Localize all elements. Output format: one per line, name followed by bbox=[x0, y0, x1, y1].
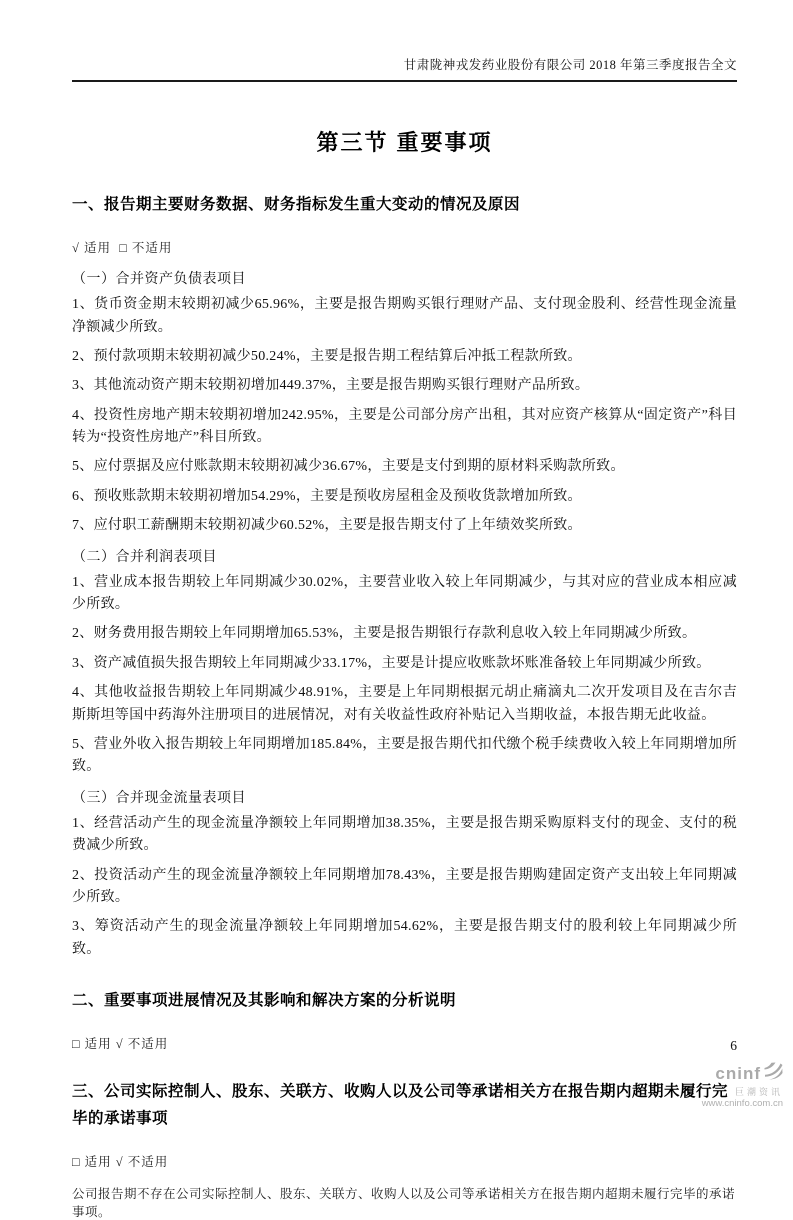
income-statement-item: 5、营业外收入报告期较上年同期增加185.84%，主要是报告期代扣代缴个税手续费收入较上年同期增加所致。 bbox=[72, 736, 737, 775]
balance-sheet-item: 7、应付职工薪酬期末较期初减少60.52%，主要是报告期支付了上年绩效奖所致。 bbox=[72, 518, 582, 534]
page-header bbox=[72, 55, 737, 82]
balance-sheet-item: 6、预收账款期末较期初增加54.29%，主要是预收房屋租金及预收货款增加所致。 bbox=[72, 488, 582, 504]
section-3-note: 公司报告期不存在公司实际控制人、股东、关联方、收购人以及公司等承诺相关方在报告期内超期未履行完毕的承诺事项。 bbox=[72, 1187, 736, 1220]
section-1-applicability: √ 适用 □ 不适用 bbox=[72, 241, 173, 256]
cash-flow-item: 1、经营活动产生的现金流量净额较上年同期增加38.35%，主要是报告期采购原料支付的现金、支付的税费减少所致。 bbox=[72, 815, 737, 854]
section-2-applicability: □ 适用 √ 不适用 bbox=[72, 1037, 169, 1052]
balance-sheet-item: 4、投资性房地产期末较期初增加242.95%，主要是公司部分房产出租，其对应资产核算从“固定资产”科目转为“投资性房地产”科目所致。 bbox=[72, 407, 737, 446]
section-3-heading: 三、公司实际控制人、股东、关联方、收购人以及公司等承诺相关方在报告期内超期未履行完毕的承诺事项 bbox=[72, 1083, 729, 1128]
page-content bbox=[72, 118, 737, 1220]
subsection-3-heading: （三）合并现金流量表项目 bbox=[72, 790, 246, 806]
subsection-2-heading: （二）合并利润表项目 bbox=[72, 549, 217, 565]
cninfo-logo bbox=[702, 1061, 783, 1110]
cash-flow-item: 3、筹资活动产生的现金流量净额较上年同期增加54.62%，主要是报告期支付的股利较上年同期减少所致。 bbox=[72, 919, 737, 957]
balance-sheet-item: 2、预付款项期末较期初减少50.24%，主要是报告期工程结算后冲抵工程款所致。 bbox=[72, 348, 582, 364]
header-report-title: 甘肃陇神戎发药业股份有限公司 2018 年第三季度报告全文 bbox=[403, 58, 737, 72]
section-2-heading: 二、重要事项进展情况及其影响和解决方案的分析说明 bbox=[72, 992, 457, 1010]
balance-sheet-item: 1、货币资金期末较期初减少65.96%，主要是报告期购买银行理财产品、支付现金股利、经营性现金流量净额减少所致。 bbox=[72, 297, 737, 335]
balance-sheet-item: 3、其他流动资产期末较期初增加449.37%，主要是报告期购买银行理财产品所致。 bbox=[72, 378, 590, 394]
cninfo-brand-text: cninf bbox=[715, 1063, 761, 1083]
income-statement-item: 1、营业成本报告期较上年同期减少30.02%，主要营业收入较上年同期减少，与其对应的营业成本相应减少所致。 bbox=[72, 574, 737, 613]
section-3-applicability: □ 适用 √ 不适用 bbox=[72, 1155, 169, 1170]
income-statement-item: 3、资产减值损失报告期较上年同期减少33.17%，主要是计提应收账款坏账准备较上年同期减少所致。 bbox=[72, 655, 711, 671]
section-1-heading: 一、报告期主要财务数据、财务指标发生重大变动的情况及原因 bbox=[72, 196, 521, 213]
cninfo-url: www.cninfo.com.cn bbox=[701, 1098, 783, 1110]
chapter-title: 第三节 重要事项 bbox=[316, 130, 493, 155]
page-number: 6 bbox=[730, 1038, 737, 1053]
income-statement-item: 2、财务费用报告期较上年同期增加65.53%，主要是报告期银行存款利息收入较上年同期减少所致。 bbox=[72, 626, 697, 642]
cninfo-chinese-name: 巨潮资讯 bbox=[734, 1086, 783, 1097]
balance-sheet-item: 5、应付票据及应付账款期末较期初减少36.67%，主要是支付到期的原材料采购款所致。 bbox=[72, 459, 625, 475]
income-statement-item: 4、其他收益报告期较上年同期减少48.91%，主要是上年同期根据元胡止痛滴丸二次开发项目及在吉尔吉斯斯坦等国中药海外注册项目的进展情况，对有关收益性政府补贴记入当期收益，本报告期无此收益。 bbox=[72, 685, 737, 723]
subsection-1-heading: （一）合并资产负债表项目 bbox=[72, 272, 246, 288]
cninfo-swirl-icon bbox=[763, 1061, 783, 1085]
cash-flow-item: 2、投资活动产生的现金流量净额较上年同期增加78.43%，主要是报告期购建固定资产支出较上年同期减少所致。 bbox=[72, 867, 737, 905]
